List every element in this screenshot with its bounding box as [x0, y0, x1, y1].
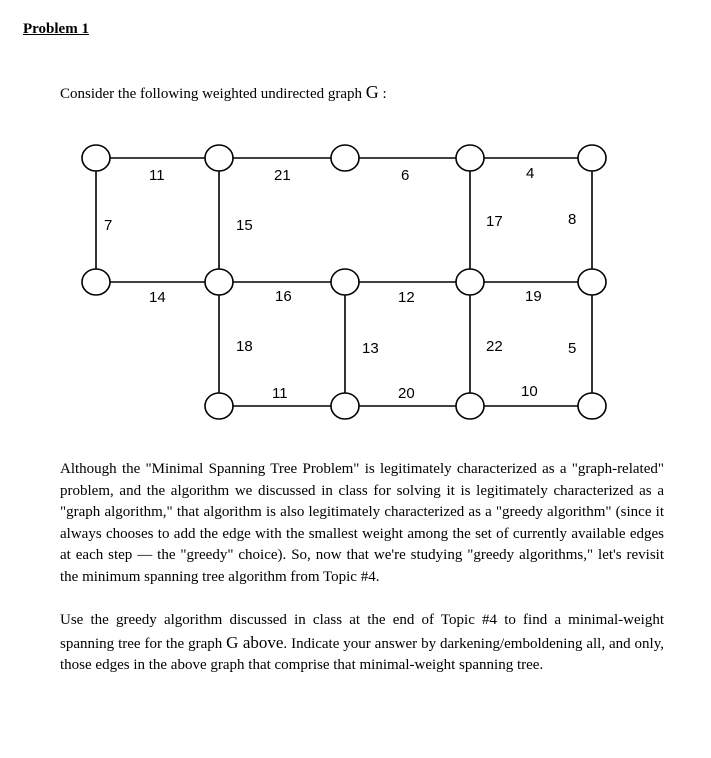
- node-r1-c1: [82, 145, 110, 171]
- node-r3-c5: [456, 393, 484, 419]
- weight-col3-lower: 13: [362, 340, 379, 357]
- weight-bottom-1: 11: [272, 385, 288, 402]
- intro-sentence: Consider the following weighted undirected graph: [60, 86, 366, 102]
- node-r2-c6: [578, 269, 606, 295]
- weight-right-upper: 8: [568, 211, 577, 228]
- instructions-graph-name: G above: [226, 632, 284, 652]
- weight-left-vertical: 7: [104, 217, 113, 234]
- weight-top-2: 21: [274, 167, 291, 184]
- weight-col5-lower: 22: [486, 338, 503, 355]
- problem-heading: Problem 1: [23, 21, 89, 37]
- node-r3-c6: [578, 393, 606, 419]
- weight-top-4: 4: [526, 165, 535, 182]
- weight-middle-1: 14: [149, 289, 166, 306]
- weight-middle-2: 16: [275, 288, 292, 305]
- weight-top-3: 6: [401, 167, 410, 184]
- weight-right-lower: 5: [568, 340, 577, 357]
- node-r2-c2: [205, 269, 233, 295]
- weight-middle-4: 19: [525, 288, 542, 305]
- weight-col5-upper: 17: [486, 213, 503, 230]
- node-r2-c5: [456, 269, 484, 295]
- node-r1-c6: [578, 145, 606, 171]
- instructions-before: Use the greedy algorithm discussed in class at the end of Topic #4 to find a minimal-weight spanning tree for the graph: [60, 612, 664, 652]
- node-r2-c3: [331, 269, 359, 295]
- weight-col2-lower: 18: [236, 338, 253, 355]
- weight-top-1: 11: [149, 167, 165, 184]
- weight-bottom-3: 10: [521, 383, 538, 400]
- weight-bottom-2: 20: [398, 385, 415, 402]
- node-r1-c2: [205, 145, 233, 171]
- weight-middle-3: 12: [398, 289, 415, 306]
- paragraph-instructions: [60, 610, 664, 677]
- weight-col2-upper: 15: [236, 217, 253, 234]
- node-r3-c3: [331, 393, 359, 419]
- node-r3-c2: [205, 393, 233, 419]
- node-r2-c1: [82, 269, 110, 295]
- instructions-after: . Indicate your answer by darkening/emboldening all, and only, those edges in the above graph that comprise that minimal-weight spanning tree.: [60, 635, 664, 673]
- paragraph-mst-greedy: Although the "Minimal Spanning Tree Problem" is legitimately characterized as a "graph-related" problem, and the algorithm we discussed in class for solving it is legitimately characterized as a "graph algorithm," that algorithm is also legitimately characterized as a "greedy algorithm" (since it always chooses to add the edge with the smallest weight among the set of currently available edges at each step — the "greedy" choice). So, now that we're studying "greedy algorithms," let's revisit the minimum spanning tree algorithm from Topic #4.: [60, 461, 664, 585]
- node-r1-c5: [456, 145, 484, 171]
- intro-graph-name: G: [365, 82, 379, 102]
- intro-suffix: :: [378, 86, 387, 102]
- node-r1-c3: [331, 145, 359, 171]
